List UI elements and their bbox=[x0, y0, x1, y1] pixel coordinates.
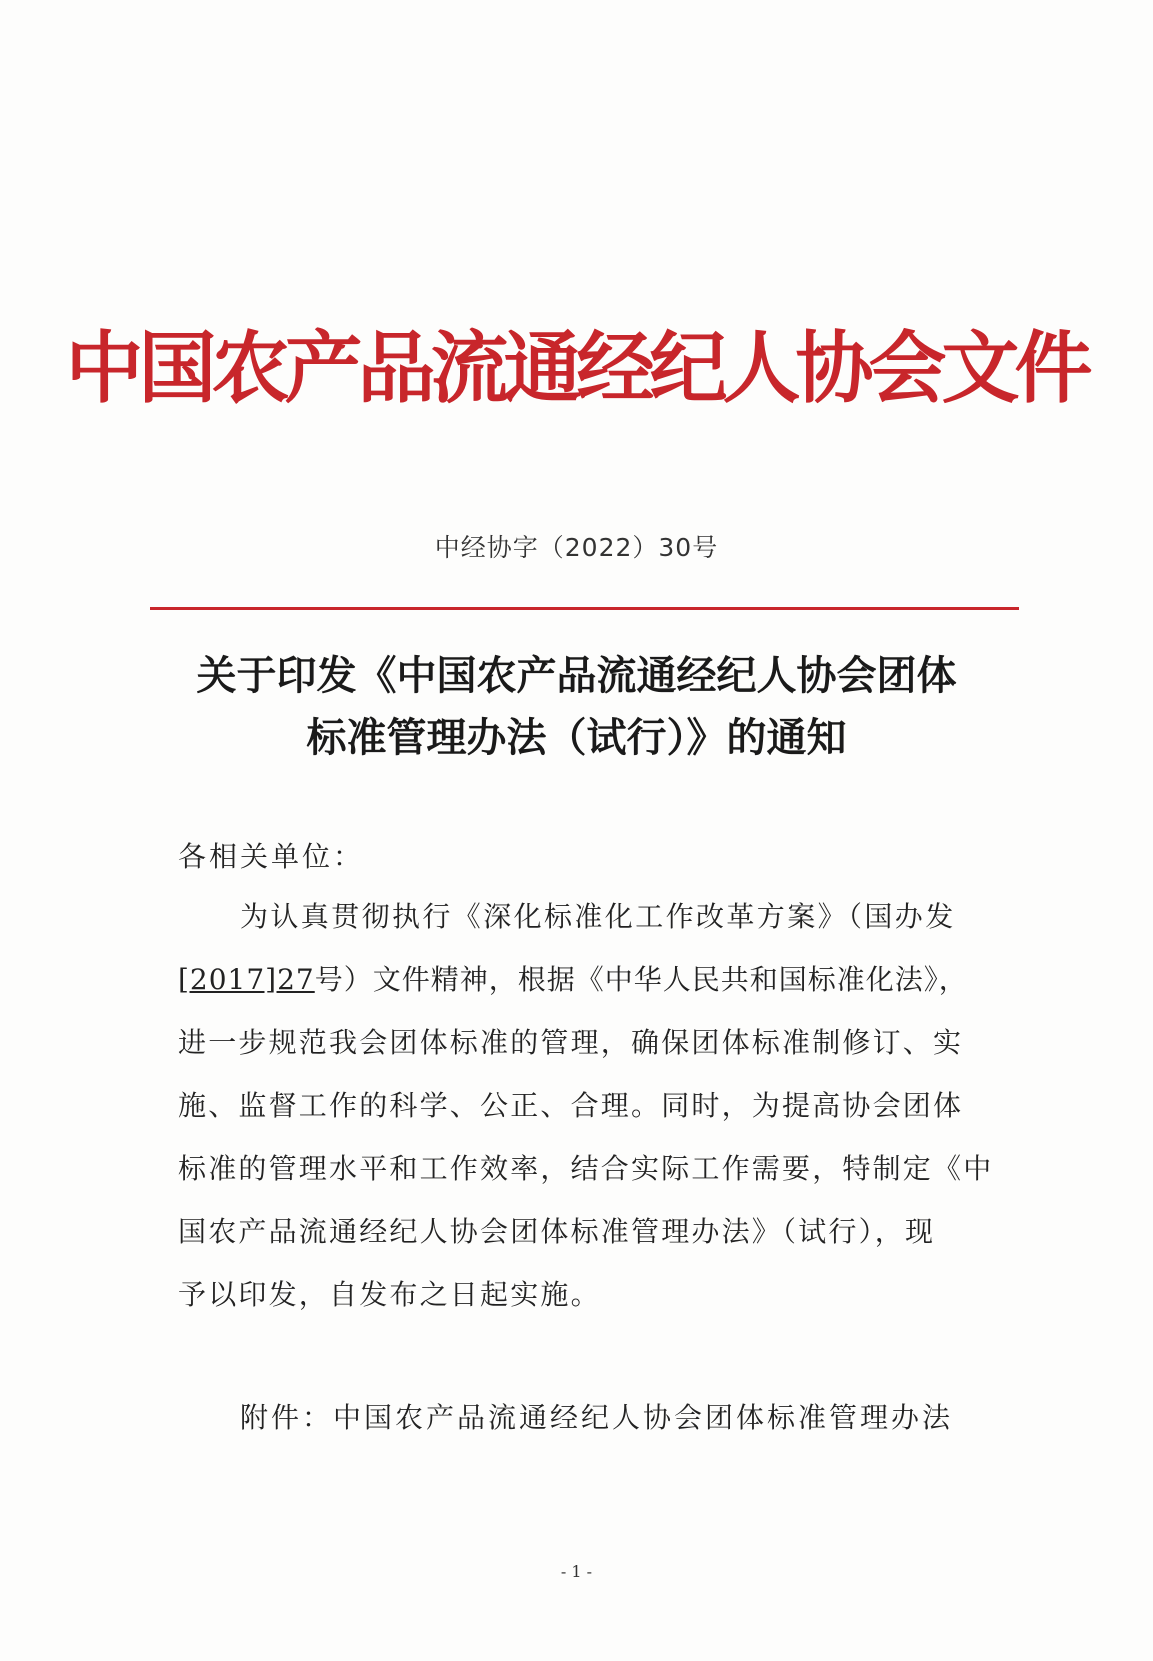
body-line-1: 为认真贯彻执行《深化标准化工作改革方案》（国办发 bbox=[240, 900, 956, 933]
masthead-title: 中国农产品流通经纪人协会文件 bbox=[65, 323, 1088, 414]
attachment-line: 附件：中国农产品流通经纪人协会团体标准管理办法 bbox=[240, 1401, 954, 1434]
document-number: 中经协字（2022）30号 bbox=[434, 533, 719, 562]
body-line-4: 施、监督工作的科学、公正、合理。同时，为提高协会团体 bbox=[178, 1089, 964, 1122]
salutation: 各相关单位： bbox=[178, 840, 365, 873]
notice-title bbox=[0, 645, 1153, 769]
body-line-2 bbox=[178, 963, 968, 996]
body-line-7: 予以印发，自发布之日起实施。 bbox=[178, 1278, 601, 1311]
page-number: - 1 - bbox=[560, 1562, 593, 1581]
body-line-6: 国农产品流通经纪人协会团体标准管理办法》（试行），现 bbox=[178, 1215, 936, 1248]
notice-title-line-1: 关于印发《中国农产品流通经纪人协会团体 bbox=[196, 653, 957, 699]
body-line-3: 进一步规范我会团体标准的管理，确保团体标准制修订、实 bbox=[178, 1026, 964, 1059]
red-divider bbox=[150, 607, 1019, 610]
notice-title-line-2: 标准管理办法（试行）》的通知 bbox=[306, 715, 847, 761]
body-line-2-text: 号）文件精神，根据《中华人民共和国标准化法》， bbox=[314, 963, 968, 996]
document-reference-number: [2017]27 bbox=[178, 963, 315, 996]
body-line-5: 标准的管理水平和工作效率，结合实际工作需要，特制定《中 bbox=[178, 1152, 994, 1185]
